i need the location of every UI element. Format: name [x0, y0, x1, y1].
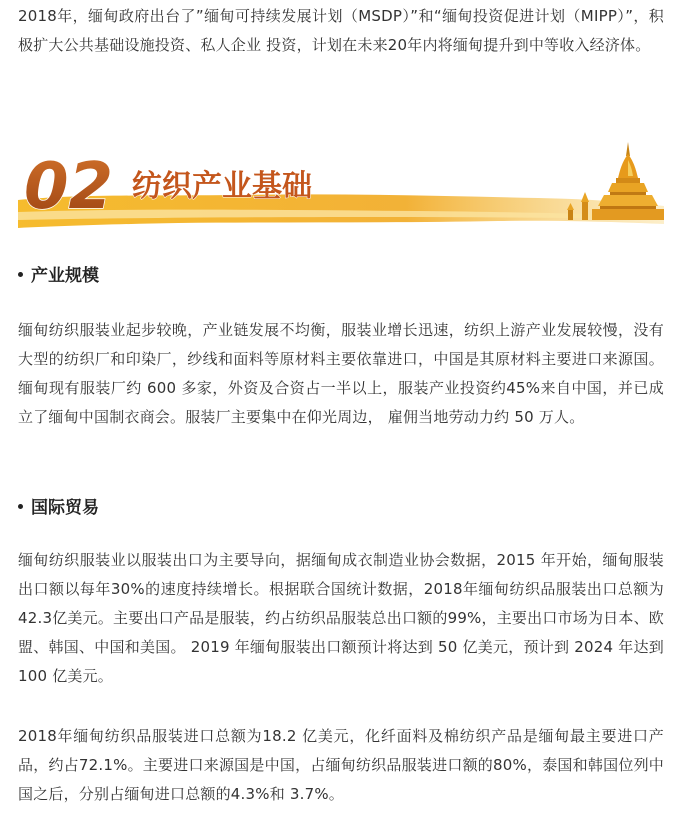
banner-title: 纺织产业基础 — [132, 169, 312, 204]
section-heading-text: 国际贸易 — [31, 498, 99, 518]
paragraph-trade-imports: 2018年缅甸纺织品服装进口总额为18.2 亿美元，化纤面料及棉纺织产品是缅甸最主要进口产品，约占72.1%。主要进口来源国是中国，占缅甸纺织品服装进口额的80%，泰国和韩国位列中国之后，分别占缅甸进口总额的4.3%和 3.7%。 — [18, 727, 664, 803]
section-heading-scale — [18, 264, 99, 288]
bullet-dot — [18, 272, 23, 277]
intro-paragraph: 2018年，缅甸政府出台了”缅甸可持续发展计划（MSDP）”和“缅甸投资促进计划（MIPP）”，积极扩大公共基础设施投资、私人企业 投资，计划在未来20年内将缅甸提升到中等收入经济体。 — [18, 7, 664, 54]
bullet-dot — [18, 504, 23, 509]
section-heading-trade — [18, 496, 99, 520]
paragraph-industry-scale: 缅甸纺织服装业起步较晚，产业链发展不均衡，服装业增长迅速，纺织上游产业发展较慢，没有大型的纺织厂和印染厂，纱线和面料等原材料主要依靠进口，中国是其原材料主要进口来源国。缅甸现有服装厂约 600 多家，外资及合资占一半以上，服装产业投资约45%来自中国，并已成立了缅甸中国制衣商会。服装厂主要集中在仰光周边， 雇佣当地劳动力约 50 万人。 — [18, 321, 664, 426]
paragraph-trade-exports: 缅甸纺织服装业以服装出口为主要导向，据缅甸成衣制造业协会数据，2015 年开始，缅甸服装出口额以每年30%的速度持续增长。根据联合国统计数据，2018年缅甸纺织品服装出口总额为42.3亿美元。主要出口产品是服装，约占纺织品服装总出口额的99%，主要出口市场为日本、欧盟、韩国、中国和美国。 2019 年缅甸服装出口额预计将达到 50 亿美元，预计到 2024 年达到 100 亿美元。 — [18, 551, 664, 685]
banner-graphic — [18, 140, 664, 232]
banner-number: 02 — [24, 150, 114, 224]
section-heading-text: 产业规模 — [31, 266, 99, 286]
section-banner — [18, 140, 664, 232]
